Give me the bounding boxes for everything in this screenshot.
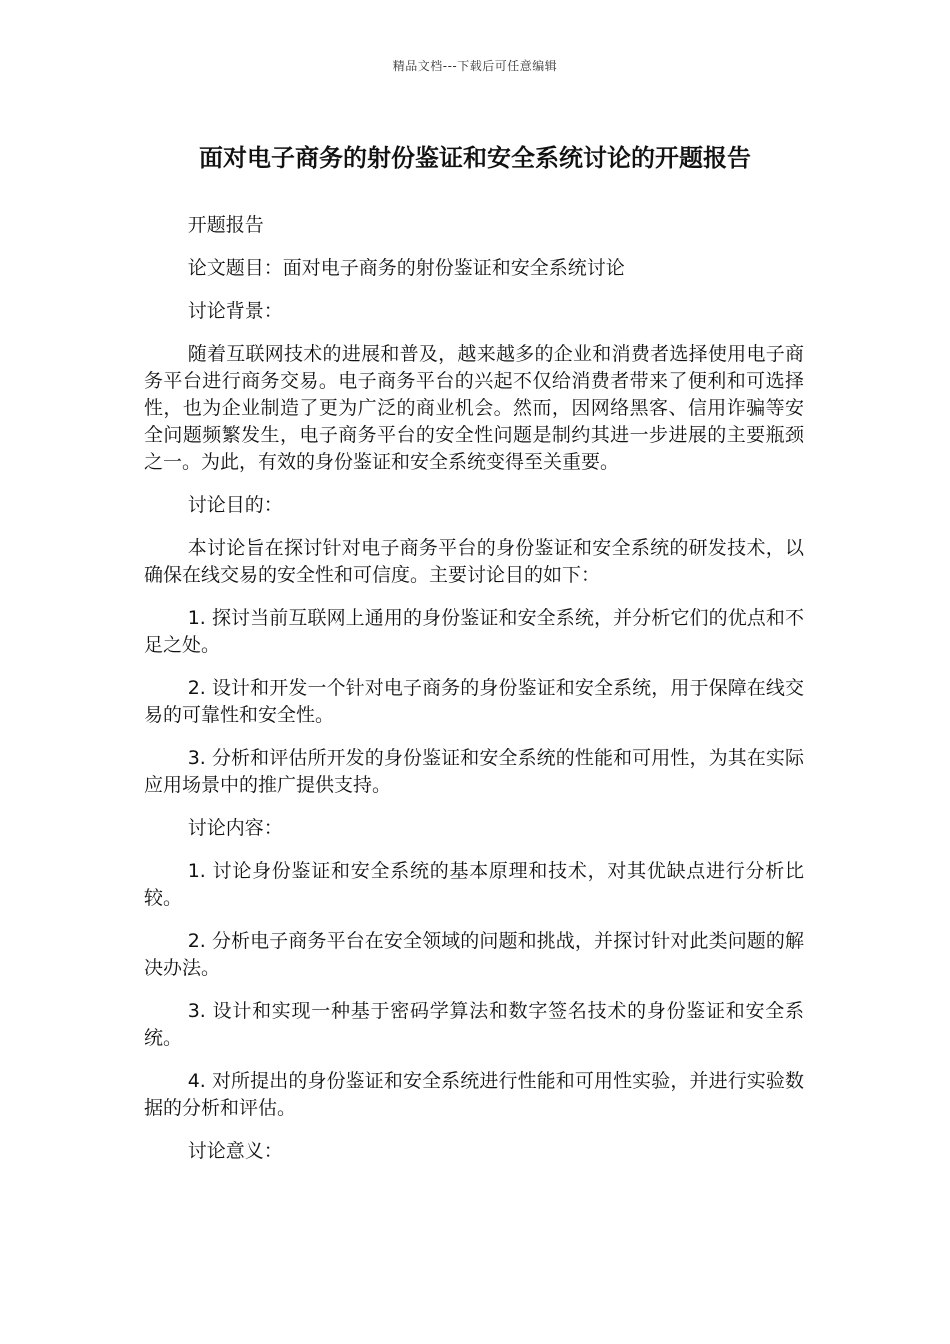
section-heading-content: 讨论内容： [187, 817, 283, 839]
content-item-3: 3. 设计和实现一种基于密码学算法和数字签名技术的身份鉴证和安全系统。 [144, 1000, 804, 1049]
content-item-1: 1. 讨论身份鉴证和安全系统的基本原理和技术，对其优缺点进行分析比较。 [144, 860, 804, 909]
header-note: 精品文档---下载后可任意编辑 [392, 59, 558, 73]
paragraph-background: 随着互联网技术的进展和普及，越来越多的企业和消费者选择使用电子商务平台进行商务交易。电子商务平台的兴起不仅给消费者带来了便利和可选择性，也为企业制造了更为广泛的商业机会。然而，因网络黑客、信用诈骗等安全问题频繁发生，电子商务平台的安全性问题是制约其进一步进展的主要瓶颈之一。为此，有效的身份鉴证和安全系统变得至关重要。 [144, 343, 804, 473]
content-item-2: 2. 分析电子商务平台在安全领域的问题和挑战，并探讨针对此类问题的解决办法。 [144, 930, 804, 979]
document-title: 面对电子商务的射份鉴证和安全系统讨论的开题报告 [199, 144, 751, 172]
paragraph-purpose: 本讨论旨在探讨针对电子商务平台的身份鉴证和安全系统的研发技术，以确保在线交易的安全性和可信度。主要讨论目的如下： [144, 537, 804, 586]
section-heading-significance: 讨论意义： [187, 1140, 283, 1162]
thesis-title-line: 论文题目：面对电子商务的射份鉴证和安全系统讨论 [187, 257, 625, 279]
document-body [144, 212, 804, 1181]
content-item-4: 4. 对所提出的身份鉴证和安全系统进行性能和可用性实验，并进行实验数据的分析和评估。 [144, 1070, 804, 1119]
purpose-item-2: 2. 设计和开发一个针对电子商务的身份鉴证和安全系统，用于保障在线交易的可靠性和安全性。 [144, 677, 804, 726]
section-heading-background: 讨论背景： [187, 300, 283, 322]
section-heading-purpose: 讨论目的： [187, 494, 283, 516]
purpose-item-3: 3. 分析和评估所开发的身份鉴证和安全系统的性能和可用性，为其在实际应用场景中的推广提供支持。 [144, 747, 804, 796]
purpose-item-1: 1. 探讨当前互联网上通用的身份鉴证和安全系统，并分析它们的优点和不足之处。 [144, 607, 804, 656]
section-label-report: 开题报告 [187, 214, 264, 236]
